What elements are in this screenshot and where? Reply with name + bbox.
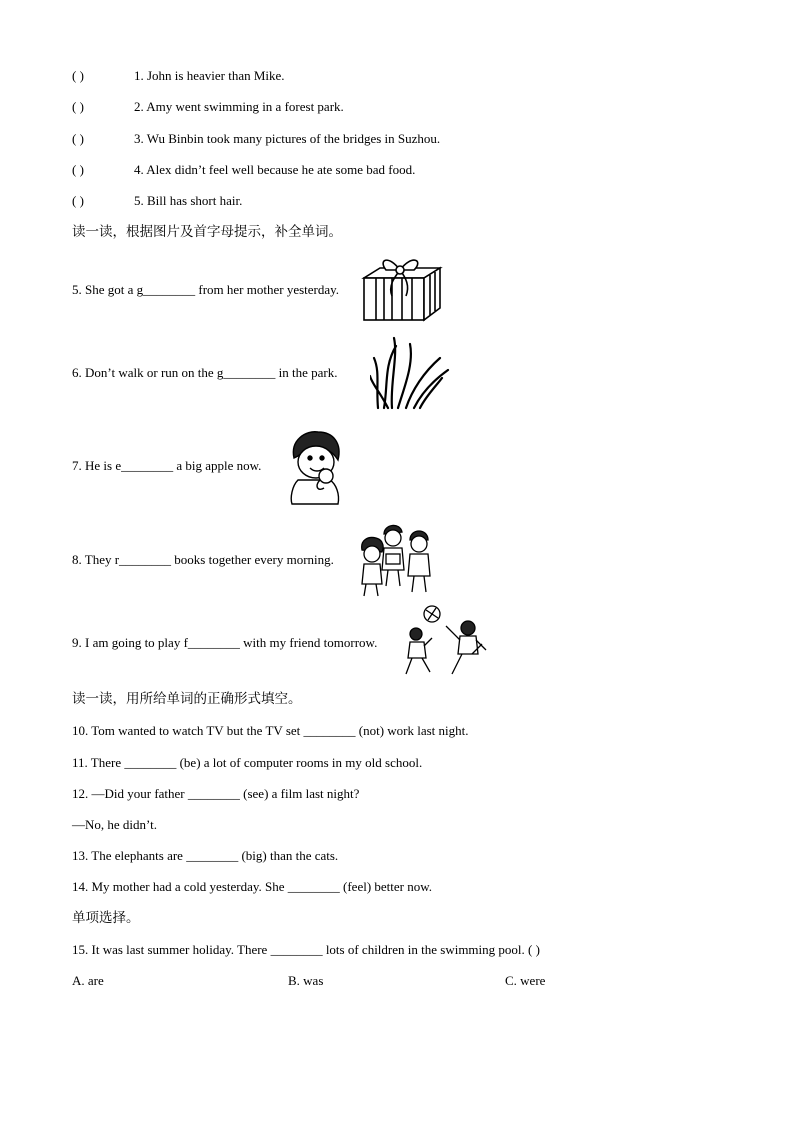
question-11: 11. There ________ (be) a lot of computer rooms in my old school.: [72, 755, 423, 770]
question-13: 13. The elephants are ________ (big) than the cats.: [72, 848, 339, 863]
judge-item-5: [72, 192, 242, 210]
question-7: 7. He is e________ a big apple now.: [72, 458, 262, 473]
question-5: 5. She got a g________ from her mother yesterday.: [72, 282, 340, 297]
option-c[interactable]: C. were: [505, 973, 546, 988]
judge-item-2: [72, 98, 344, 116]
answer-parentheses[interactable]: ( ): [72, 99, 84, 114]
judge-text: 4. Alex didn’t feel well because he ate some bad food.: [134, 162, 416, 177]
question-12-reply: —No, he didn’t.: [72, 817, 157, 832]
question-14: 14. My mother had a cold yesterday. She ________ (feel) better now.: [72, 879, 433, 894]
option-b[interactable]: B. was: [288, 973, 324, 988]
judge-text: 1. John is heavier than Mike.: [134, 68, 285, 83]
question-8: 8. They r________ books together every morning.: [72, 552, 334, 567]
question-6: 6. Don’t walk or run on the g________ in the park.: [72, 365, 338, 380]
judge-item-4: [72, 161, 415, 179]
question-12: 12. —Did your father ________ (see) a film last night?: [72, 786, 360, 801]
children-reading-picture: [358, 522, 438, 598]
answer-parentheses[interactable]: ( ): [72, 68, 84, 83]
section-heading-multiple-choice: 单项选择。: [72, 910, 140, 926]
judge-item-1: [72, 67, 285, 85]
answer-parentheses[interactable]: ( ): [72, 193, 84, 208]
question-9: 9. I am going to play f________ with my friend tomorrow.: [72, 635, 378, 650]
grass-picture: [370, 336, 450, 410]
answer-parentheses[interactable]: ( ): [72, 131, 84, 146]
gift-box-picture: [358, 252, 446, 324]
boy-eating-apple-picture: [284, 430, 348, 506]
judge-text: 2. Amy went swimming in a forest park.: [134, 99, 344, 114]
option-a[interactable]: A. are: [72, 973, 104, 988]
section-heading-picture-words: 读一读，根据图片及首字母提示，补全单词。: [72, 224, 342, 240]
judge-text: 3. Wu Binbin took many pictures of the bridges in Suzhou.: [134, 131, 441, 146]
answer-parentheses[interactable]: ( ): [72, 162, 84, 177]
section-heading-word-forms: 读一读，用所给单词的正确形式填空。: [72, 691, 302, 707]
question-15: 15. It was last summer holiday. There ________ lots of children in the swimming pool. ( ): [72, 942, 540, 957]
children-football-picture: [402, 604, 488, 682]
question-10: 10. Tom wanted to watch TV but the TV set ________ (not) work last night.: [72, 723, 469, 738]
judge-text: 5. Bill has short hair.: [134, 193, 243, 208]
judge-item-3: [72, 130, 440, 148]
